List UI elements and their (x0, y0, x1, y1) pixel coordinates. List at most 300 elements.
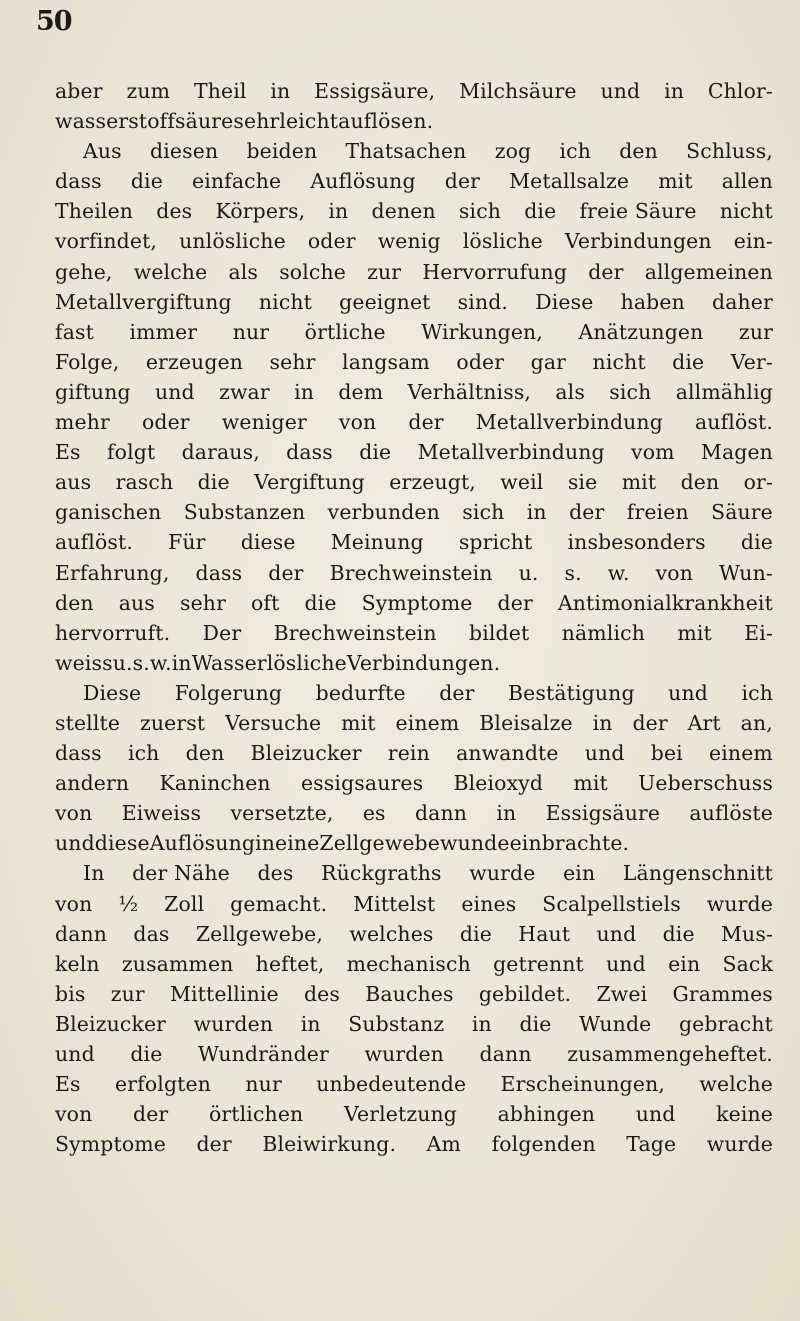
word: freie Säure (579, 199, 697, 224)
text-line (55, 1129, 773, 1159)
word: von (55, 891, 93, 916)
word: zum (126, 79, 171, 103)
word: Ver- (730, 349, 773, 374)
word: Erfahrung, (55, 560, 170, 585)
body-text (55, 76, 773, 1159)
word: nicht (592, 349, 646, 374)
word: in (294, 379, 315, 404)
word: mit (658, 169, 693, 194)
word: lösliche (462, 229, 543, 254)
word: u. (518, 560, 539, 585)
word: sehr (179, 590, 226, 615)
word: auflösen. (338, 109, 434, 134)
word: und (606, 951, 646, 976)
word: Erscheinungen, (500, 1072, 666, 1097)
word: gar (530, 349, 567, 374)
word: Kaninchen (159, 771, 271, 796)
word: den (55, 590, 94, 615)
word: in (664, 79, 685, 103)
word: ½ (118, 891, 139, 916)
word: nicht (258, 289, 313, 314)
text-line (55, 1099, 773, 1129)
word: mit (677, 620, 712, 645)
word: Es (55, 440, 81, 465)
word: Zoll (164, 891, 205, 916)
word: dass (55, 741, 102, 766)
word: oder (456, 349, 505, 374)
word: folgt (106, 440, 156, 465)
word: oder (141, 410, 190, 435)
word: Wirkungen, (421, 319, 543, 344)
word: von (338, 410, 377, 435)
word: Antimonialkrankheit (557, 590, 773, 615)
word: erzeugt, (389, 470, 476, 495)
word: eines (461, 891, 517, 916)
word: Eiweiss (121, 801, 202, 826)
word: vom (631, 440, 675, 465)
word: u. (112, 650, 133, 675)
word: die (672, 349, 705, 374)
word: Tage (626, 1132, 677, 1157)
word: Metallvergiftung (55, 289, 232, 314)
word: einem (709, 741, 773, 766)
word: Art (687, 710, 721, 735)
text-line (55, 919, 773, 949)
word: or- (743, 470, 773, 495)
word: ein (668, 951, 701, 976)
text-line (55, 828, 773, 858)
word: der (408, 410, 444, 435)
word: dass (195, 560, 243, 585)
text-line (55, 708, 773, 738)
word: des (257, 861, 294, 886)
word: hervorruft. (55, 620, 171, 645)
word: wasserstoffsäure (55, 109, 234, 134)
word: Verletzung (343, 1102, 457, 1127)
word: Auflösung (310, 169, 416, 194)
word: und (55, 831, 95, 856)
word: und (154, 379, 195, 404)
word: Milchsäure (459, 79, 577, 103)
word: langsam (342, 349, 430, 374)
word: Verbindungen (564, 229, 712, 254)
word: Körpers, (215, 199, 306, 224)
word: dann (55, 921, 108, 946)
text-line (55, 979, 773, 1009)
word: die (740, 530, 773, 555)
text-line (55, 678, 773, 708)
word: Substanz (348, 1011, 445, 1036)
text-line (55, 738, 773, 768)
word: unbedeutende (316, 1072, 467, 1097)
word: der (632, 710, 668, 735)
word: freien (626, 500, 689, 525)
word: nur (245, 1072, 282, 1097)
word: geeignet (339, 289, 431, 314)
word: als (555, 379, 585, 404)
word: Bleioxyd (453, 771, 544, 796)
word: Säure (711, 500, 773, 525)
word: unlösliche (179, 229, 286, 254)
word: Rückgraths (321, 861, 442, 886)
word: daher (712, 289, 773, 314)
word: insbesonders (567, 530, 706, 555)
word: einfache (192, 169, 282, 194)
word: weil (500, 470, 544, 495)
word: Am (426, 1132, 462, 1157)
word: wurde (706, 1132, 773, 1157)
word: Wasser (191, 650, 267, 675)
text-line (55, 437, 773, 467)
word: der (268, 560, 304, 585)
text-line (55, 226, 773, 256)
word: essigsaures (300, 771, 424, 796)
word: keine (716, 1102, 773, 1127)
word: Essigsäure, (314, 79, 436, 103)
word: immer (129, 319, 198, 344)
text-line (55, 76, 773, 106)
word: bis (55, 981, 86, 1006)
word: sich (609, 379, 652, 404)
word: Metallverbindung (417, 440, 605, 465)
word: Theil (193, 79, 247, 103)
word: welches (349, 921, 434, 946)
word: Mus- (721, 921, 773, 946)
word: Ueberschuss (638, 771, 773, 796)
word: Mittellinie (169, 981, 279, 1006)
word: daraus, (181, 440, 260, 465)
word: Aus (83, 139, 122, 164)
word: Folge, (55, 349, 120, 374)
word: nämlich (561, 620, 645, 645)
word: sich (462, 500, 505, 525)
word: s. (564, 560, 582, 585)
text-line (55, 257, 773, 287)
word: diese (94, 831, 150, 856)
word: mit (573, 771, 608, 796)
word: abhingen (497, 1102, 596, 1127)
word: sehr (269, 349, 316, 374)
word: aber (55, 79, 103, 103)
word: die (359, 440, 392, 465)
text-line (55, 467, 773, 497)
text-line (55, 949, 773, 979)
word: sind. (457, 289, 509, 314)
word: Anätzungen (578, 319, 704, 344)
word: allen (721, 169, 773, 194)
word: in (526, 500, 547, 525)
word: Verhältniss, (407, 379, 532, 404)
word: rein (387, 741, 430, 766)
word: eine (275, 831, 320, 856)
word: Diese (535, 289, 594, 314)
word: ich (559, 139, 591, 164)
word: heftet, (255, 951, 325, 976)
word: zog (494, 139, 532, 164)
text-line (55, 798, 773, 828)
word: gebildet. (478, 981, 572, 1006)
word: Metallverbindung (475, 410, 663, 435)
word: die (130, 1042, 163, 1066)
word: gebracht (678, 1011, 773, 1036)
word: mit (341, 710, 376, 735)
word: bildet (469, 620, 530, 645)
word: auflöste (689, 801, 773, 826)
word: dann (414, 801, 468, 826)
word: bedurfte (315, 680, 406, 705)
text-line (55, 618, 773, 648)
word: zuerst (139, 710, 206, 735)
word: oder (307, 229, 356, 254)
word: wurde (469, 861, 536, 886)
word: zur (367, 259, 402, 284)
word: der Nähe (132, 861, 230, 886)
text-line (55, 558, 773, 588)
word: wenig (377, 229, 441, 254)
word: nicht (719, 199, 773, 224)
word: dass (55, 169, 102, 194)
word: Auflösung (149, 831, 256, 856)
word: dem (338, 379, 384, 404)
word: allgemeinen (644, 259, 773, 284)
word: denen (371, 199, 436, 224)
word: Sack (722, 951, 773, 976)
word: Mittelst (353, 891, 436, 916)
word: Brechweinstein (273, 620, 437, 645)
word: In (83, 861, 105, 886)
word: zur (738, 319, 773, 344)
word: der (588, 259, 624, 284)
word: von (55, 801, 93, 826)
word: einem (395, 710, 460, 735)
word: erfolgten (115, 1072, 211, 1097)
word: fast (55, 319, 94, 344)
word: erzeugen (145, 349, 244, 374)
word: Wunde (579, 1011, 652, 1036)
word: welche (133, 259, 208, 284)
word: wurden (193, 1011, 274, 1036)
word: und (584, 741, 625, 766)
word: Bestätigung (508, 680, 635, 705)
word: örtlichen (208, 1102, 304, 1127)
word: Versuche (225, 710, 322, 735)
word: Folgerung (174, 680, 283, 705)
text-line (55, 347, 773, 377)
word: diese (240, 530, 296, 555)
word: die (304, 590, 337, 615)
word: gemacht. (230, 891, 328, 916)
word: in (300, 1011, 321, 1036)
word: stellte (55, 710, 121, 735)
word: die (519, 1011, 552, 1036)
word: zusammen (121, 951, 234, 976)
word: Bleisalze (479, 710, 573, 735)
word: der (569, 500, 605, 525)
word: den (619, 139, 658, 164)
word: von (655, 560, 693, 585)
word: Für (168, 530, 206, 555)
word: der (439, 680, 475, 705)
word: Bleizucker (250, 741, 362, 766)
word: wurden (364, 1042, 444, 1066)
word: Der (202, 620, 242, 645)
word: spricht (458, 530, 533, 555)
word: Symptome (55, 1132, 166, 1157)
text-line (55, 497, 773, 527)
word: vorfindet, (55, 229, 158, 254)
word: in (255, 831, 276, 856)
word: Verbindungen. (346, 650, 501, 675)
word: andern (55, 771, 130, 796)
text-line (55, 1069, 773, 1099)
word: ein (563, 861, 596, 886)
word: Zellgewebewunde (319, 831, 510, 856)
word: in (328, 199, 349, 224)
text-line (55, 858, 773, 888)
word: die (130, 169, 163, 194)
word: den (185, 741, 225, 766)
word: von (55, 1102, 93, 1127)
word: Meinung (330, 530, 424, 555)
word: des (303, 981, 341, 1006)
word: mehr (55, 410, 110, 435)
word: als (228, 259, 259, 284)
word: Bleizucker (55, 1011, 167, 1036)
text-line (55, 407, 773, 437)
word: Essigsäure (545, 801, 661, 826)
text-line (55, 648, 773, 678)
word: Längenschnitt (622, 861, 773, 886)
word: in (592, 710, 613, 735)
word: in (471, 1011, 492, 1036)
word: lösliche (266, 650, 347, 675)
word: wurde (706, 891, 773, 916)
word: gehe, (55, 259, 113, 284)
word: die (662, 921, 695, 946)
word: Thatsachen (345, 139, 467, 164)
word: nur (232, 319, 270, 344)
word: versetzte, (230, 801, 334, 826)
word: Wun- (719, 560, 773, 585)
word: w. (607, 560, 630, 585)
word: ein- (733, 229, 773, 254)
word: einbrachte. (509, 831, 630, 856)
word: diesen (150, 139, 219, 164)
text-line (55, 889, 773, 919)
text-line (55, 527, 773, 557)
word: örtliche (304, 319, 386, 344)
word: welche (699, 1072, 773, 1097)
word: aus (55, 470, 92, 495)
text-line (55, 377, 773, 407)
word: aus (118, 590, 155, 615)
word: giftung (55, 379, 131, 404)
word: ich (127, 741, 160, 766)
word: Wundränder (198, 1042, 329, 1066)
word: die (197, 470, 230, 495)
word: w. (149, 650, 172, 675)
word: Zellgewebe, (195, 921, 324, 946)
word: Brechweinstein (329, 560, 493, 585)
word: in (270, 79, 291, 103)
text-line (55, 1039, 773, 1069)
text-line (55, 588, 773, 618)
word: Haut (518, 921, 571, 946)
word: auflöst. (55, 530, 133, 555)
word: solche (279, 259, 346, 284)
word: und (55, 1042, 95, 1066)
word: zwar (219, 379, 270, 404)
text-line (55, 287, 773, 317)
word: sehr (233, 109, 280, 134)
word: mechanisch (346, 951, 471, 976)
word: in (171, 650, 192, 675)
text-line (55, 196, 773, 226)
word: und (600, 79, 641, 103)
word: mit (621, 470, 657, 495)
word: Theilen (55, 199, 134, 224)
word: des (156, 199, 193, 224)
word: der (196, 1132, 232, 1157)
word: ganischen (55, 500, 162, 525)
word: bei (650, 741, 683, 766)
word: auflöst. (694, 410, 773, 435)
word: das (133, 921, 170, 946)
word: beiden (246, 139, 318, 164)
word: Grammes (672, 981, 773, 1006)
word: der (444, 169, 481, 194)
word: Es (55, 1072, 81, 1097)
word: und (596, 921, 637, 946)
word: leicht (279, 109, 339, 134)
word: Bauches (365, 981, 454, 1006)
word: getrennt (493, 951, 584, 976)
word: Vergiftung (254, 470, 365, 495)
text-line (55, 166, 773, 196)
word: zusammengeheftet. (567, 1042, 773, 1066)
word: keln (55, 951, 100, 976)
text-line (55, 106, 773, 136)
word: die (459, 921, 492, 946)
word: Ei- (744, 620, 773, 645)
word: zur (110, 981, 145, 1006)
word: Hervorrufung (422, 259, 568, 284)
word: Magen (700, 440, 773, 465)
word: der (497, 590, 533, 615)
word: Bleiwirkung. (262, 1132, 397, 1157)
text-line (55, 1009, 773, 1039)
word: der (133, 1102, 169, 1127)
word: dass (286, 440, 333, 465)
word: s. (132, 650, 150, 675)
word: Substanzen (183, 500, 306, 525)
word: in (496, 801, 517, 826)
word: Zwei (596, 981, 648, 1006)
word: die (524, 199, 557, 224)
page-number: 50 (36, 6, 72, 37)
word: Metallsalze (509, 169, 630, 194)
word: weiss (55, 650, 113, 675)
word: Schluss, (686, 139, 773, 164)
word: verbunden (327, 500, 440, 525)
word: dann (479, 1042, 532, 1066)
text-line (55, 317, 773, 347)
word: an, (740, 710, 773, 735)
text-line (55, 768, 773, 798)
word: oft (250, 590, 280, 615)
word: folgenden (491, 1132, 596, 1157)
word: den (680, 470, 720, 495)
